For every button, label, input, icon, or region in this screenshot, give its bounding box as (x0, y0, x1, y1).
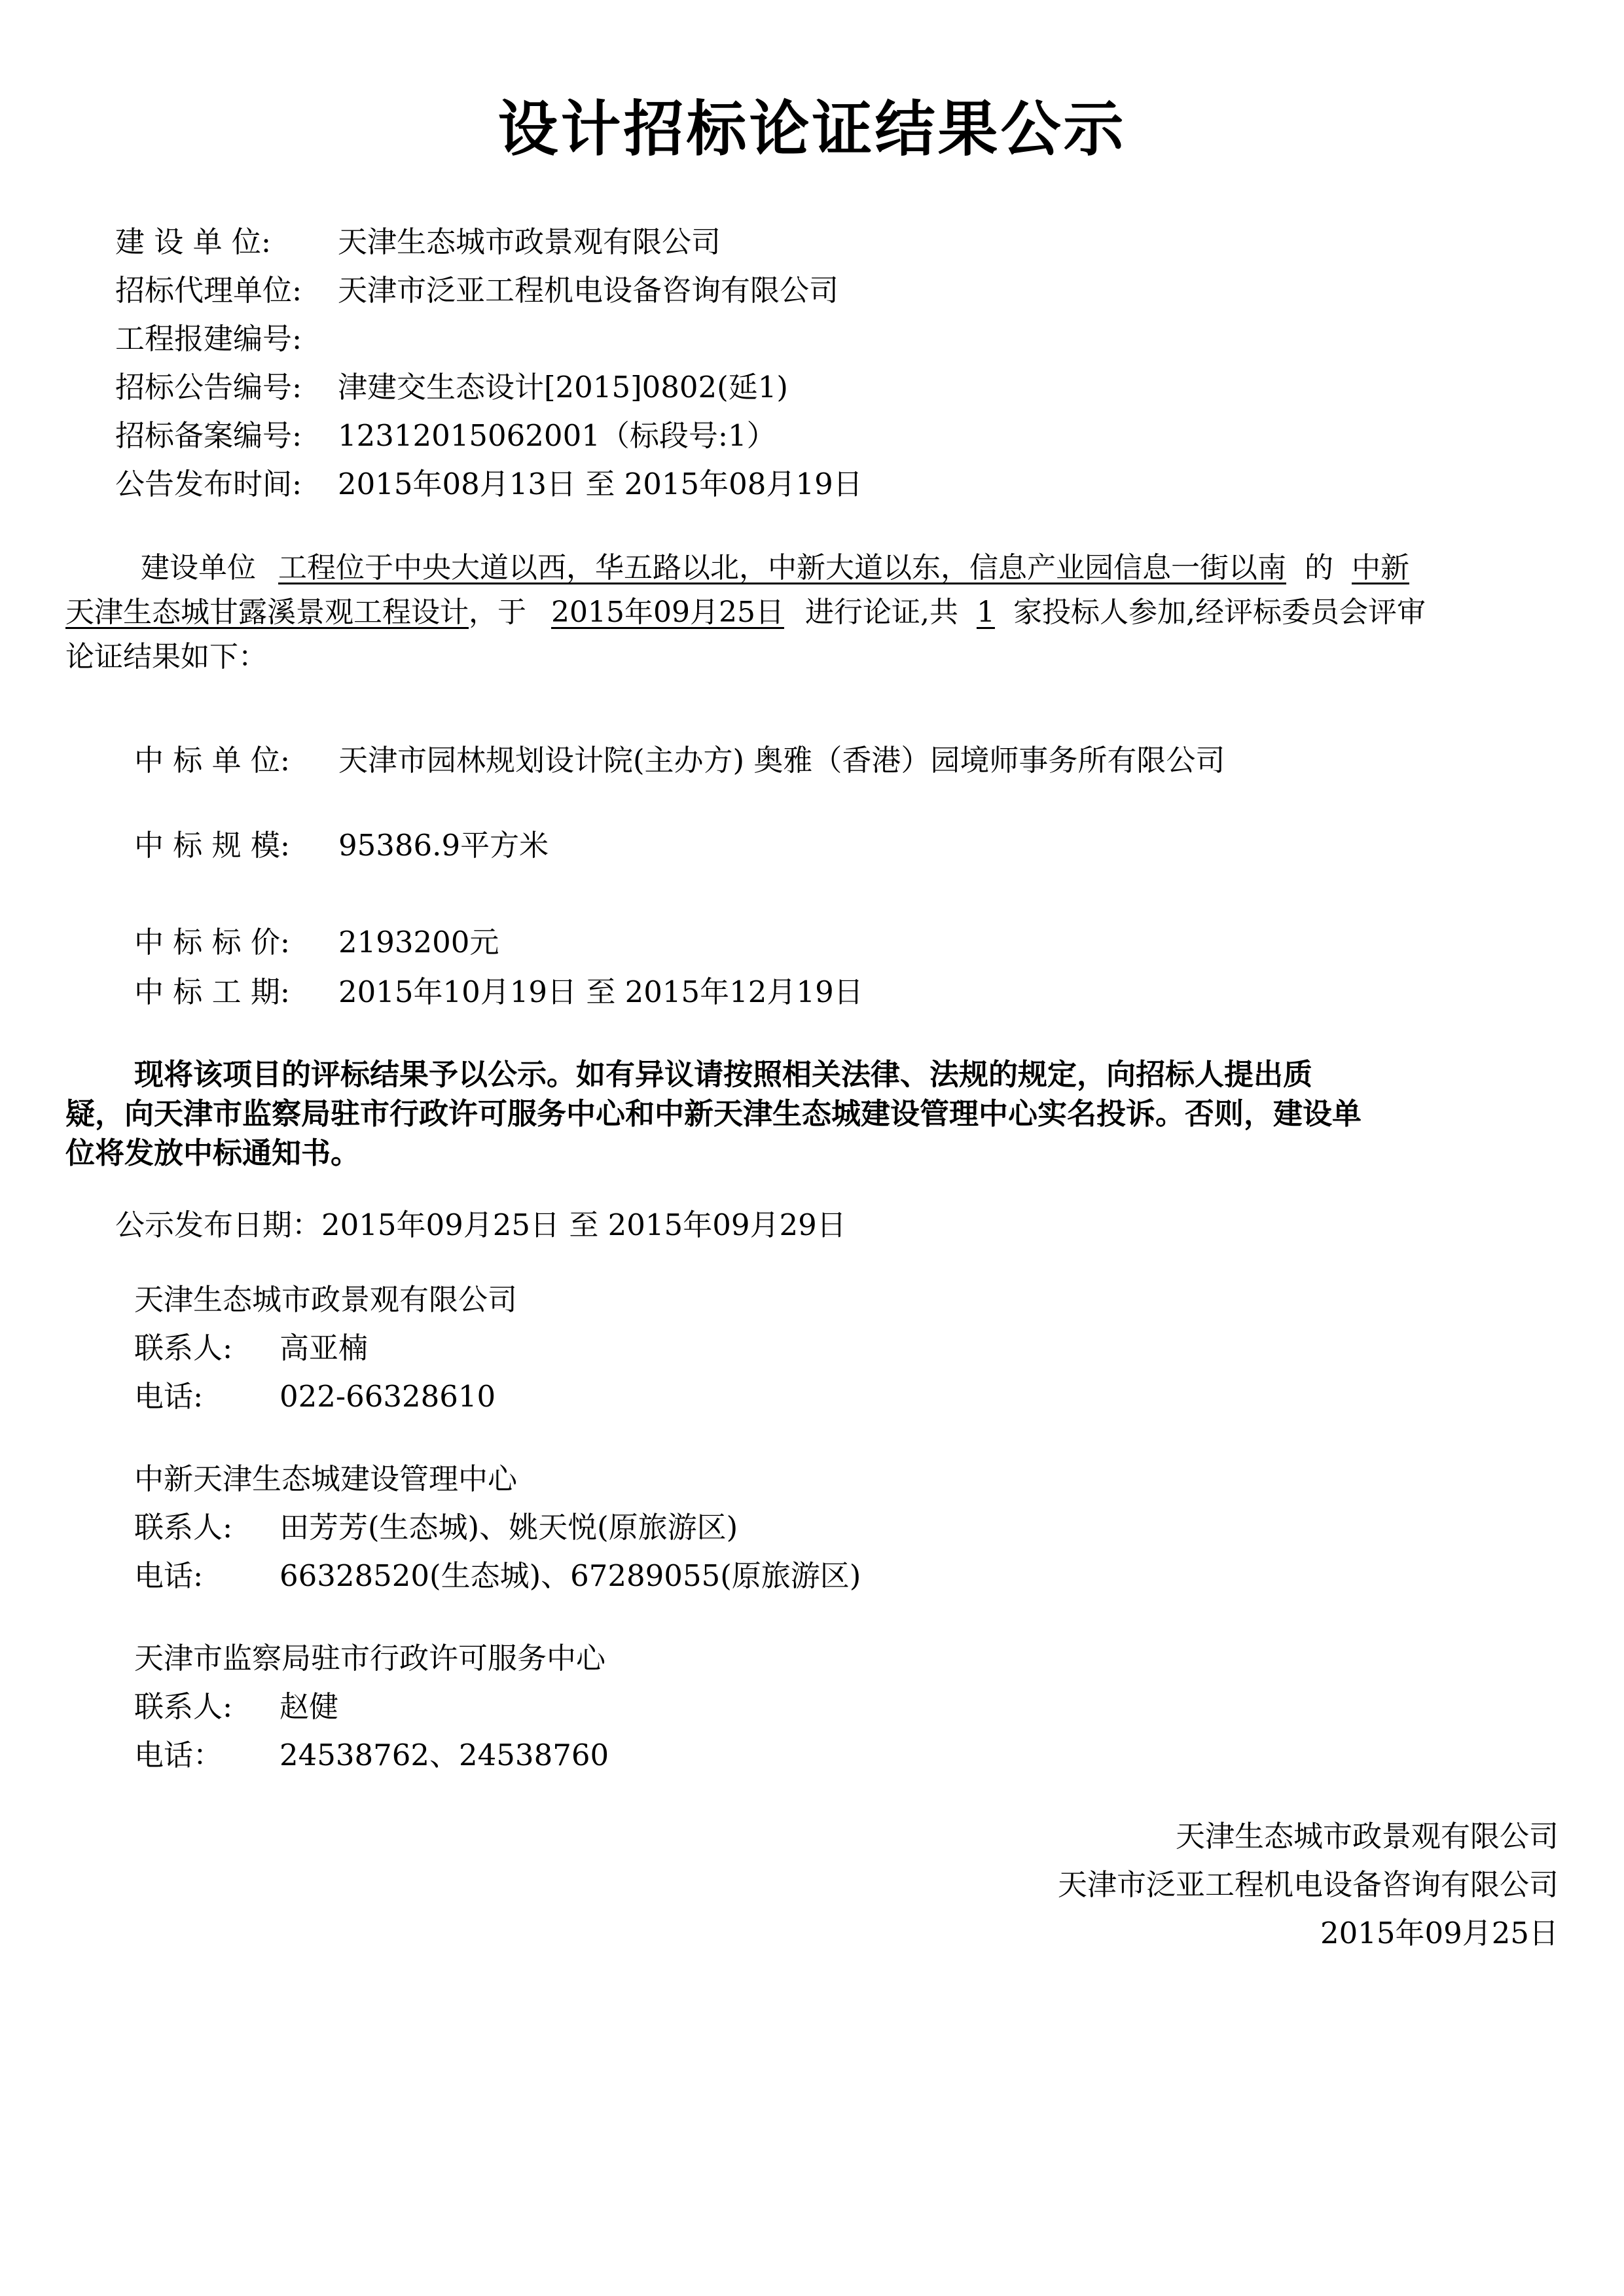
agent-row (115, 271, 839, 310)
body-committee: 家投标人参加,经评标委员会评审 (1013, 596, 1426, 629)
body-bidder-count: 1 (976, 596, 995, 629)
contact-person-3: 赵健 (280, 1689, 339, 1724)
construction-unit-value: 天津生态城市政景观有限公司 (338, 224, 721, 259)
body-line-1 (141, 548, 1409, 588)
notice-line-3: 位将发放中标通知书。 (65, 1136, 361, 1170)
contact-phone-label-3: 电话： (134, 1738, 223, 1772)
publicity-label: 公示发布日期： (115, 1208, 322, 1242)
publish-time-row (115, 465, 863, 504)
notice-no-row (115, 368, 788, 407)
winner-label: 中 标 单 位: (134, 743, 291, 778)
signature-org-1: 天津生态城市政景观有限公司 (1175, 1819, 1559, 1854)
body-project-part2: 天津生态城甘露溪景观工程设计 (65, 596, 469, 629)
body-project-part1: 中新 (1352, 551, 1409, 584)
publicity-value: 2015年09月25日 至 2015年09月29日 (321, 1208, 846, 1242)
period-row (134, 973, 863, 1012)
contact-person-label-2: 联系人: (134, 1510, 233, 1545)
contact-person-row-1 (134, 1329, 368, 1368)
project-no-row (115, 319, 338, 359)
winner-row (134, 741, 1225, 780)
contact-person-row-2 (134, 1508, 738, 1547)
contact-phone-2: 66328520(生态城)、67289055(原旅游区) (280, 1558, 861, 1593)
contact-org-2: 中新天津生态城建设管理中心 (134, 1462, 518, 1496)
body-review: 进行论证,共 (804, 596, 958, 629)
contact-phone-row-3 (134, 1736, 609, 1775)
publish-time-value: 2015年08月13日 至 2015年08月19日 (338, 467, 863, 501)
notice-line-2: 疑，向天津市监察局驻市行政许可服务中心和中新天津生态城建设管理中心实名投诉。否则，建设单 (65, 1096, 1362, 1131)
body-yu: ，于 (469, 596, 526, 629)
signature-org-2: 天津市泛亚工程机电设备咨询有限公司 (1057, 1867, 1559, 1902)
contact-phone-3: 24538762、24538760 (280, 1738, 609, 1772)
body-location: 工程位于中央大道以西，华五路以北，中新大道以东，信息产业园信息一街以南 (278, 551, 1286, 584)
agent-value: 天津市泛亚工程机电设备咨询有限公司 (338, 273, 839, 308)
body-date: 2015年09月25日 (551, 596, 784, 629)
scale-label: 中 标 规 模: (134, 828, 291, 863)
contact-org-3: 天津市监察局驻市行政许可服务中心 (134, 1641, 606, 1676)
contact-phone-1: 022-66328610 (280, 1379, 496, 1414)
document-title: 设计招标论证结果公示 (497, 94, 1127, 164)
construction-unit-row (115, 223, 721, 262)
signature-date: 2015年09月25日 (1320, 1916, 1559, 1950)
price-value: 2193200元 (338, 925, 499, 960)
contact-person-row-3 (134, 1687, 338, 1727)
body-line-3 (65, 637, 267, 677)
contact-person-2: 田芳芳(生态城)、姚天悦(原旅游区) (280, 1510, 738, 1545)
publicity-row (115, 1206, 846, 1245)
body-construction-unit: 建设单位 (141, 551, 256, 584)
body-line-2 (65, 593, 1426, 632)
notice-line-1: 现将该项目的评标结果予以公示。如有异议请按照相关法律、法规的规定，向招标人提出质 (134, 1057, 1313, 1092)
construction-unit-label: 建 设 单 位: (115, 224, 272, 259)
price-label: 中 标 标 价: (134, 925, 291, 960)
project-no-label: 工程报建编号: (115, 321, 302, 356)
contact-person-label-3: 联系人: (134, 1689, 233, 1724)
contact-person-1: 高亚楠 (280, 1331, 369, 1365)
contact-org-1: 天津生态城市政景观有限公司 (134, 1282, 518, 1317)
body-result-intro: 论证结果如下： (65, 640, 267, 673)
price-row (134, 923, 499, 962)
record-no-row (115, 416, 776, 456)
notice-no-value: 津建交生态设计[2015]0802(延1) (338, 370, 788, 404)
notice-no-label: 招标公告编号: (115, 370, 302, 404)
contact-phone-label-1: 电话: (134, 1379, 204, 1414)
period-value: 2015年10月19日 至 2015年12月19日 (338, 975, 863, 1009)
period-label: 中 标 工 期: (134, 975, 291, 1009)
record-no-label: 招标备案编号: (115, 418, 302, 453)
publish-time-label: 公告发布时间: (115, 467, 302, 501)
record-no-value: 12312015062001（标段号:1） (338, 418, 776, 453)
body-de: 的 (1305, 551, 1333, 584)
agent-label: 招标代理单位: (115, 273, 302, 308)
contact-phone-row-1 (134, 1377, 496, 1416)
scale-value: 95386.9平方米 (338, 828, 549, 863)
contact-person-label-1: 联系人: (134, 1331, 233, 1365)
contact-phone-label-2: 电话: (134, 1558, 204, 1593)
contact-phone-row-2 (134, 1556, 861, 1596)
scale-row (134, 826, 549, 865)
winner-value: 天津市园林规划设计院(主办方) 奥雅（香港）园境师事务所有限公司 (338, 743, 1225, 778)
